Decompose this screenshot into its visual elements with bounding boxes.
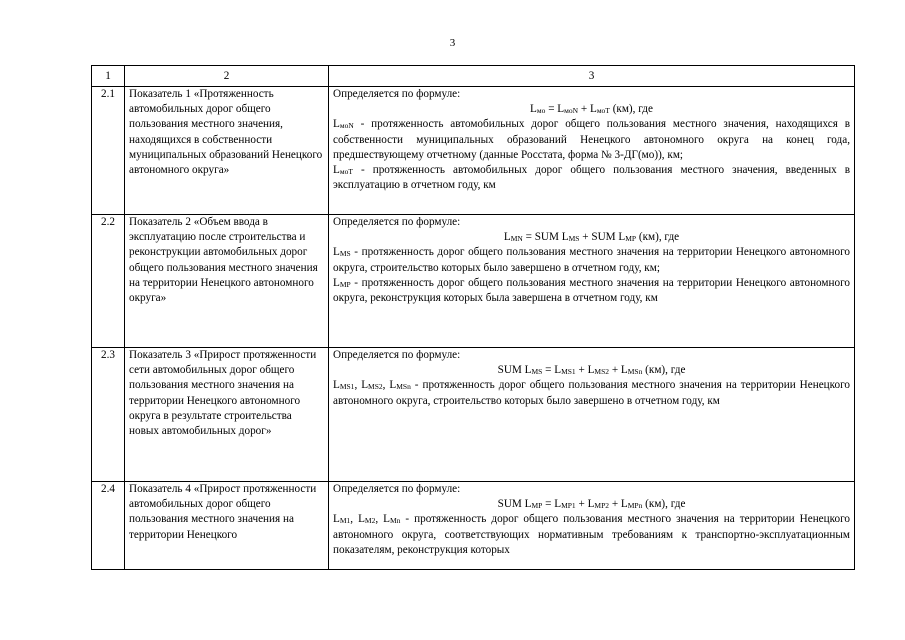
formula: $L_{MN}$ = SUM $L_{MS}$ + SUM $L_{MP}$ (км), где xyxy=(503,231,680,244)
table-header-row xyxy=(92,66,855,87)
variable-definition: $L_{моТ}$ - протяженность автомобильных дорог общего пользования местного значения, введенных в эксплуатацию в отчетном году, км xyxy=(333,164,850,192)
formula-intro: Определяется по формуле: xyxy=(333,88,461,100)
table-row xyxy=(92,482,855,570)
indicator-description xyxy=(329,87,855,215)
row-number: 2.1 xyxy=(92,87,125,215)
indicator-name: Показатель 3 «Прирост протяженности сети автомобильных дорог общего пользования местного значения на территории Ненецкого автономного округа в результате строительства новых автомобильных дорог» xyxy=(125,348,329,482)
page-number: 3 xyxy=(449,37,456,49)
table-row xyxy=(92,215,855,348)
row-number: 2.4 xyxy=(92,482,125,570)
formula: SUM $L_{MP} = L_{MP1} + L_{MP2} + L_{MPn}$ (км), где xyxy=(497,498,686,511)
variable-definition: $L_{MP}$ - протяженность дорог общего пользования местного значения на территории Ненецкого автономного округа, реконструкция которых была завершена в отчетном году, км xyxy=(333,276,850,305)
row-number: 2.2 xyxy=(92,215,125,348)
indicators-table xyxy=(91,65,855,570)
formula-intro: Определяется по формуле: xyxy=(333,349,461,361)
formula: $L_{мо} = L_{моN} + L_{моТ}$ (км), где xyxy=(530,103,653,116)
indicator-name: Показатель 1 «Протяженность автомобильных дорог общего пользования местного значения, находящихся в собственности муниципальных образований Ненецкого автономного округа» xyxy=(125,87,329,215)
table-row xyxy=(92,348,855,482)
indicator-name: Показатель 4 «Прирост протяженности автомобильных дорог общего пользования местного значения на территории Ненецкого xyxy=(125,482,329,570)
header-col-3: 3 xyxy=(329,66,855,87)
formula: SUM $L_{MS} = L_{MS1} + L_{MS2} + L_{MSn}$ (км), где xyxy=(497,364,686,377)
indicator-description xyxy=(329,215,855,348)
header-col-2: 2 xyxy=(125,66,329,87)
table-row xyxy=(92,87,855,215)
indicator-description xyxy=(329,482,855,570)
variable-definition: $L_{MS}$ - протяженность дорог общего пользования местного значения на территории Ненецкого автономного округа, строительство которых было завершено в отчетном году, км; xyxy=(333,246,850,274)
row-number: 2.3 xyxy=(92,348,125,482)
variable-definition: $L_{M1}$, $L_{M2}$, $L_{Mn}$ - протяженность дорог общего пользования местного значения на территории Ненецкого автономного округа, соответствующих нормативным требованиям к транспортно-эксплуатационным показателям, реконструкция которых xyxy=(333,513,851,556)
formula-intro: Определяется по формуле: xyxy=(333,483,461,495)
variable-definition: $L_{MS1}$, $L_{MS2}$, $L_{MSn}$ - протяженность дорог общего пользования местного значения на территории Ненецкого автономного округа, строительство которых было завершено в отчетном году, км xyxy=(333,379,851,407)
variable-definition: $L_{моN}$ - протяженность автомобильных дорог общего пользования местного значения, находящихся в собственности муниципальных образований Ненецкого автономного округа на конец года, предшествующему отчетному (данные Росстата, форма № 3-ДГ(мо)), км; xyxy=(333,118,850,161)
indicator-description xyxy=(329,348,855,482)
header-col-1: 1 xyxy=(92,66,125,87)
formula-intro: Определяется по формуле: xyxy=(333,216,461,228)
indicator-name: Показатель 2 «Объем ввода в эксплуатацию после строительства и реконструкции автомобильных дорог общего пользования местного значения на территории Ненецкого автономного округа» xyxy=(125,215,329,348)
